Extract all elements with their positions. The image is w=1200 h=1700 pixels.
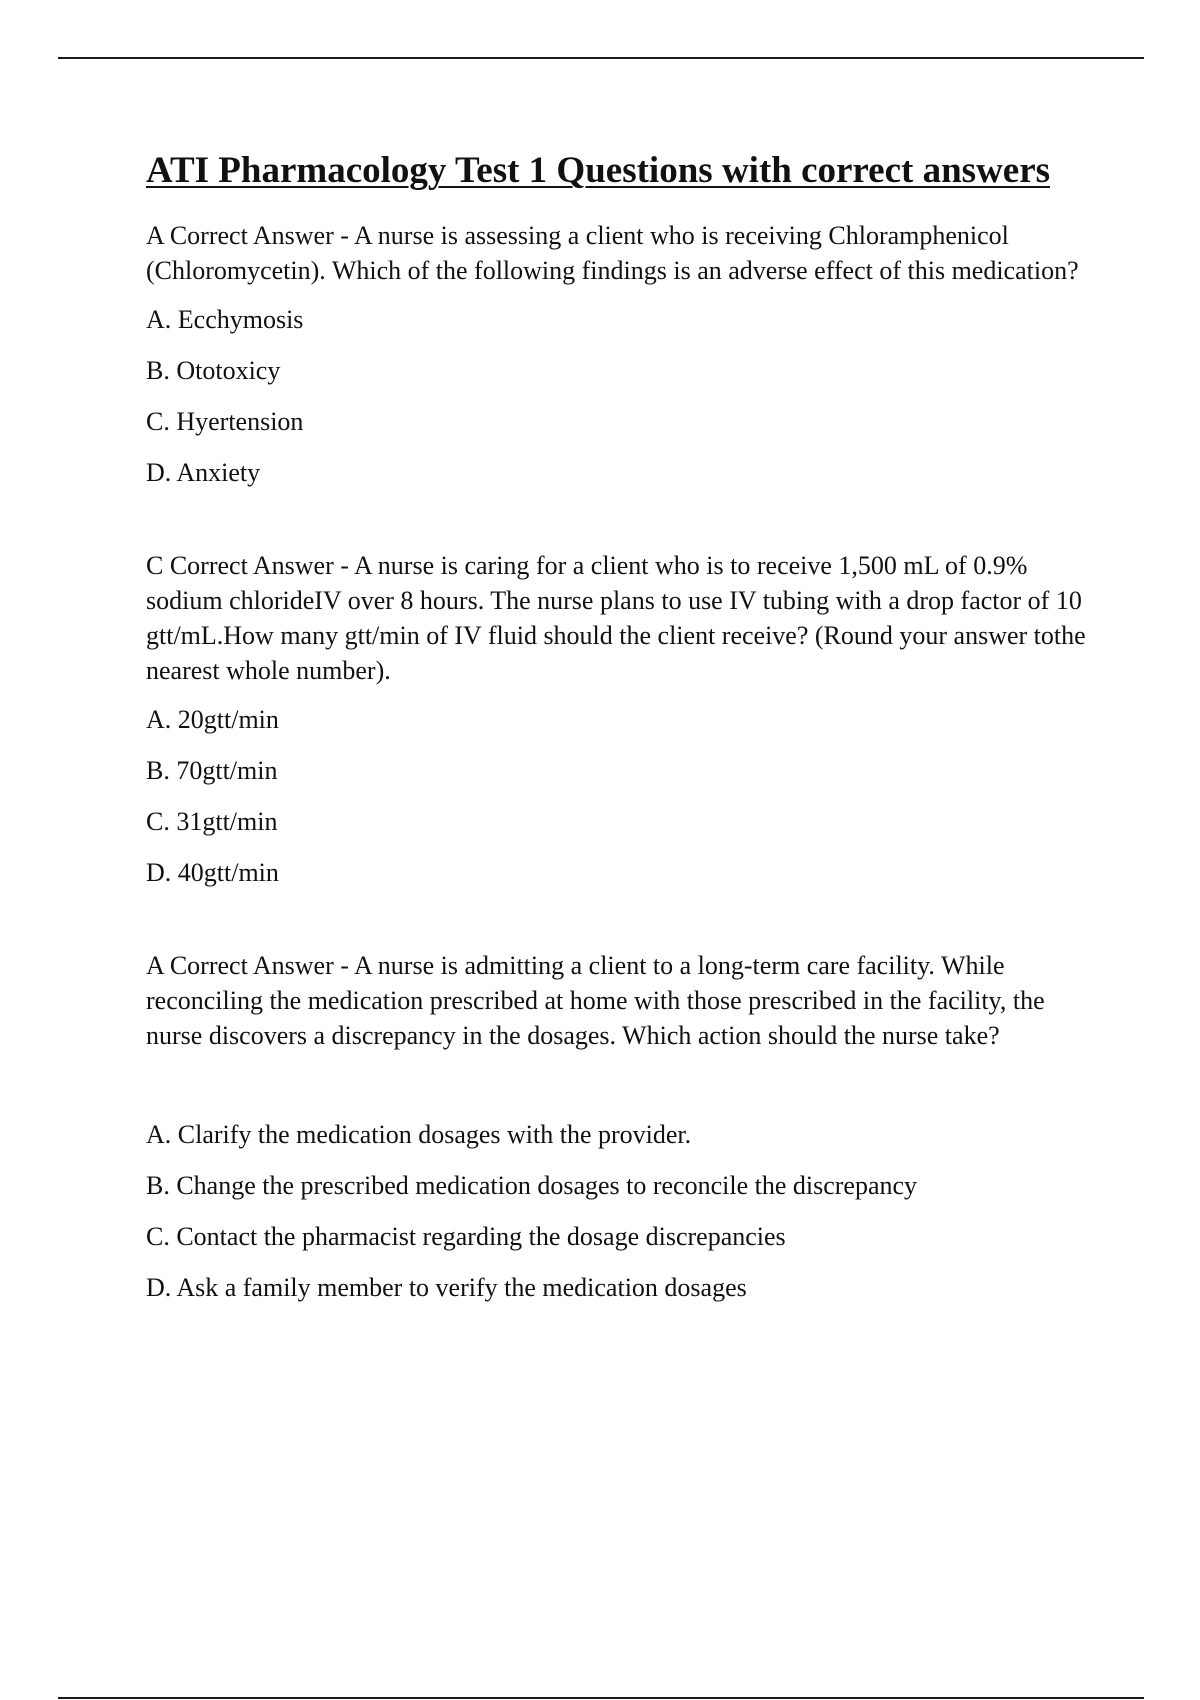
question-block-2 [146,548,1106,890]
option-d: D. Anxiety [146,458,261,487]
footer-rule [58,1697,1144,1699]
option-a: A. Clarify the medication dosages with the provider. [146,1120,692,1149]
option-b: B. Change the prescribed medication dosages to reconcile the discrepancy [146,1171,918,1200]
answer-options-1 [146,302,1106,490]
question-text-1: A Correct Answer - A nurse is assessing a client who is receiving Chloramphenicol (Chloromycetin). Which of the following findings is an adverse effect of this medication? [146,221,1079,285]
question-text-2: C Correct Answer - A nurse is caring for a client who is to receive 1,500 mL of 0.9% sodium chlorideIV over 8 hours. The nurse plans to use IV tubing with a drop factor of 10 gtt/mL.How many gtt/min of IV fluid should the client receive? (Round your answer tothe nearest whole number). [146,551,1086,685]
option-d: D. Ask a family member to verify the medication dosages [146,1273,747,1302]
header-rule [58,57,1144,59]
option-c: C. Contact the pharmacist regarding the dosage discrepancies [146,1222,786,1251]
option-a: A. 20gtt/min [146,705,279,734]
document-title: ATI Pharmacology Test 1 Questions with correct answers [146,150,1051,191]
answer-options-2 [146,702,1106,890]
document-body [146,146,1106,1321]
option-b: B. Ototoxicy [146,356,281,385]
question-text-3: A Correct Answer - A nurse is admitting a client to a long-term care facility. While reconciling the medication prescribed at home with those prescribed in the facility, the nurse discovers a discrepancy in the dosages. Which action should the nurse take? [146,951,1045,1050]
option-d: D. 40gtt/min [146,858,279,887]
option-a: A. Ecchymosis [146,305,304,334]
question-block-3 [146,948,1106,1305]
option-b: B. 70gtt/min [146,756,278,785]
answer-options-3 [146,1117,1106,1305]
question-block-1 [146,218,1106,490]
option-c: C. Hyertension [146,407,304,436]
option-c: C. 31gtt/min [146,807,278,836]
